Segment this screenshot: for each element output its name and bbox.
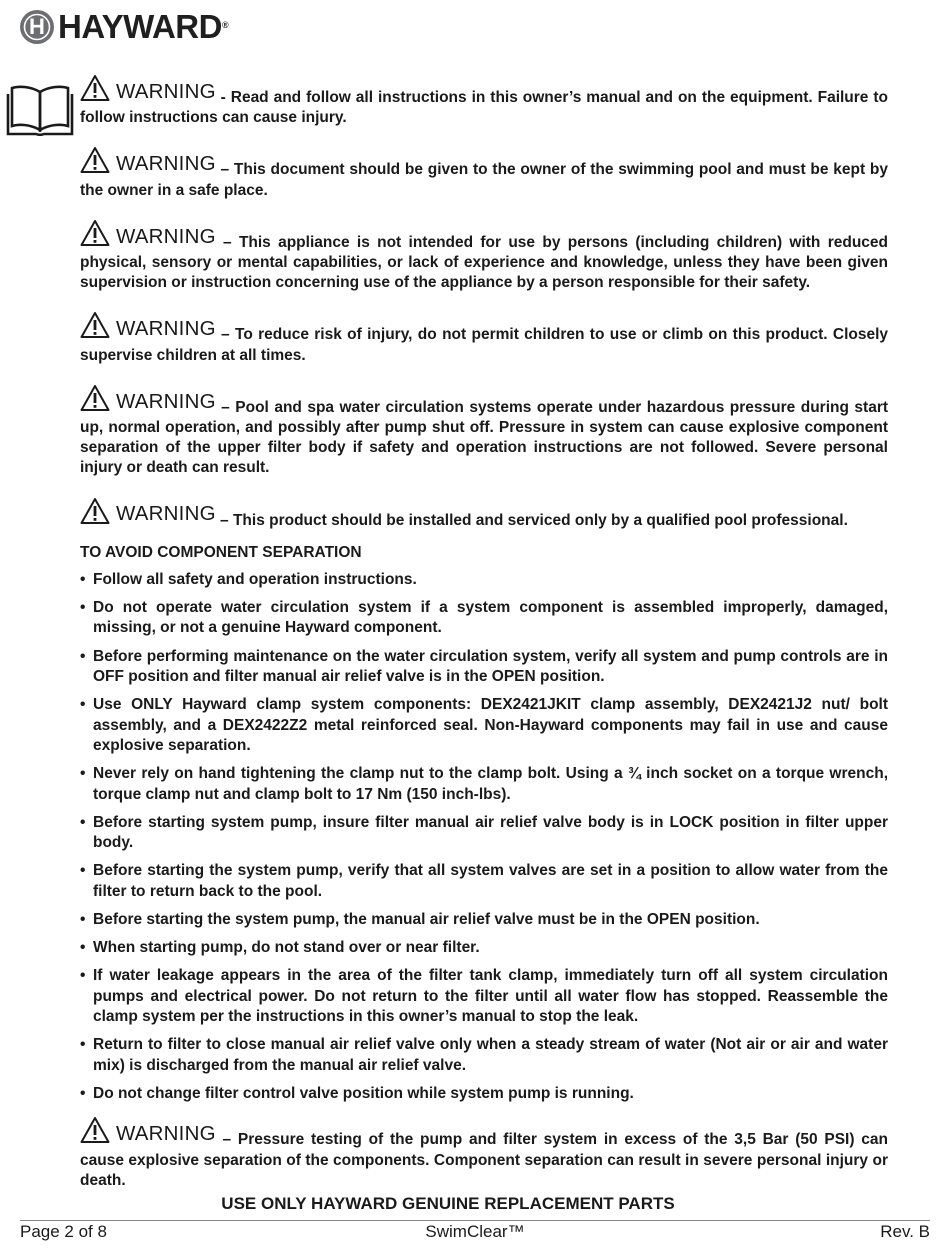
warning-paragraph xyxy=(80,1116,888,1191)
warnings-list xyxy=(80,74,888,531)
warning-text: Pressure testing of the pump and filter system in excess of the 3,5 Bar (50 PSI) can cause explosive separation of the components. Component separation can result in severe personal injury or death. xyxy=(80,1131,889,1189)
bullet-item xyxy=(80,598,888,639)
bullet-marker: • xyxy=(80,1036,86,1054)
bullet-item xyxy=(80,910,888,931)
warning-label: WARNING xyxy=(116,502,216,526)
warning-text: This document should be given to the owner of the swimming pool and must be kept by the owner in a safe place. xyxy=(80,161,889,199)
bullet-text: Before performing maintenance on the water circulation system, verify all system and pump controls are in OFF position and filter manual air relief valve is in the OPEN position. xyxy=(93,647,888,686)
bullet-item xyxy=(80,764,888,805)
warning-triangle-icon xyxy=(80,384,110,412)
warning-triangle-icon xyxy=(80,146,110,174)
warning-paragraph xyxy=(80,146,888,200)
bullet-text: Before starting the system pump, verify that all system valves are set in a position to allow water from the filter to return back to the pool. xyxy=(93,862,888,900)
bullet-marker: • xyxy=(80,1084,86,1102)
bullet-text: Before starting system pump, insure filter manual air relief valve body is in LOCK position in filter upper body. xyxy=(93,813,888,852)
hayward-logo xyxy=(20,10,228,44)
bullet-marker: • xyxy=(80,967,86,985)
bullet-marker: • xyxy=(80,813,86,831)
warning-separator: - xyxy=(215,89,231,106)
bullet-marker: • xyxy=(80,598,86,616)
bullet-text: Use ONLY Hayward clamp system components: DEX2421JKIT clamp assembly, DEX2421J2 nut/ bolt assembly, and a DEX2422Z2 metal reinforced seal. Non-Hayward components may fail in use and cause explosive separation. xyxy=(93,696,888,755)
warning-paragraph xyxy=(80,311,888,365)
warning-text: This appliance is not intended for use by persons (including children) with reduced physical, sensory or mental capabilities, or lack of experience and knowledge, unless they have been given supervision or instruction concerning use of the appliance by a person responsible for their safety. xyxy=(80,233,888,292)
bullet-marker: • xyxy=(80,647,86,665)
warning-separator: – xyxy=(215,326,235,344)
logo-mark xyxy=(20,10,54,44)
bullet-item xyxy=(80,861,888,902)
bullet-text: If water leakage appears in the area of the filter tank clamp, immediately turn off all system circulation pumps and electrical power. Do not return to the filter until all water flow has stopped. Reassemble the clamp system per the instructions in this owner’s manual to stop the leak. xyxy=(93,967,888,1026)
page-number: Page 2 of 8 xyxy=(20,1222,107,1241)
book-icon xyxy=(6,80,74,136)
bullet-text: Before starting the system pump, the manual air relief valve must be in the OPEN position. xyxy=(93,911,760,928)
bullet-item xyxy=(80,570,888,591)
bullet-item xyxy=(80,1084,888,1105)
bullet-list xyxy=(80,570,888,1105)
bullet-item xyxy=(80,647,888,688)
final-warning xyxy=(80,1116,888,1191)
warning-text: To reduce risk of injury, do not permit children to use or climb on this product. Closely supervise children at all times. xyxy=(80,326,889,364)
section-heading: TO AVOID COMPONENT SEPARATION xyxy=(80,543,362,561)
bullet-item xyxy=(80,813,888,854)
replacement-parts-notice: USE ONLY HAYWARD GENUINE REPLACEMENT PARTS xyxy=(221,1194,675,1213)
warning-text: This product should be installed and serviced only by a qualified pool professional. xyxy=(232,511,848,529)
warning-paragraph xyxy=(80,74,888,128)
warning-separator: – xyxy=(215,233,239,251)
bullet-marker: • xyxy=(80,911,86,928)
warning-label: WARNING xyxy=(116,224,216,248)
warning-text: Pool and spa water circulation systems operate under hazardous pressure during start up, normal operation, and possibly after pump shut off. Pressure in system can cause explosive component separation of the upper filter body if safety and operation instructions are not followed. Severe personal injury or death can result. xyxy=(80,398,889,477)
warning-separator: – xyxy=(215,511,233,529)
bullet-marker: • xyxy=(80,570,86,588)
warning-label: WARNING xyxy=(116,79,216,103)
revision-label: Rev. B xyxy=(880,1222,930,1241)
bullet-item xyxy=(80,938,888,959)
warning-triangle-icon xyxy=(80,497,110,525)
warning-separator: – xyxy=(215,1131,238,1149)
bullet-marker: • xyxy=(80,939,86,957)
warning-label: WARNING xyxy=(116,317,216,341)
page-footer xyxy=(20,1222,930,1242)
warning-triangle-icon xyxy=(80,74,110,102)
bullet-text: Return to filter to close manual air relief valve only when a steady stream of water (Not air or air and water mix) is discharged from the manual air relief valve. xyxy=(93,1036,888,1074)
warning-label: WARNING xyxy=(116,152,216,176)
product-name: SwimClear™ xyxy=(425,1222,525,1241)
bullet-marker: • xyxy=(80,862,86,880)
warning-paragraph xyxy=(80,219,888,294)
warning-paragraph xyxy=(80,384,888,479)
bullet-text: Do not change filter control valve position while system pump is running. xyxy=(93,1084,634,1102)
warning-label: WARNING xyxy=(116,1122,216,1146)
bullet-text: Follow all safety and operation instructions. xyxy=(93,570,417,588)
logo-mark-letter: H xyxy=(29,14,45,39)
warning-triangle-icon xyxy=(80,219,110,247)
bullet-marker: • xyxy=(80,765,86,783)
bullet-marker: • xyxy=(80,696,86,714)
bullet-text: When starting pump, do not stand over or near filter. xyxy=(93,939,480,957)
logo-wordmark: HAYWARD® xyxy=(58,8,229,45)
warning-separator: – xyxy=(215,398,236,416)
bullet-item xyxy=(80,966,888,1028)
manual-content xyxy=(80,74,888,1209)
warning-paragraph xyxy=(80,497,888,531)
warning-separator: – xyxy=(215,161,234,179)
warning-triangle-icon xyxy=(80,1116,110,1144)
bullet-text: Never rely on hand tightening the clamp nut to the clamp bolt. Using a ¾ inch socket on a torque wrench, torque clamp nut and clamp bolt to 17 Nm (150 inch-lbs). xyxy=(93,765,888,803)
warning-label: WARNING xyxy=(116,389,216,413)
warning-text: Read and follow all instructions in this owner’s manual and on the equipment. Failure to follow instructions can cause injury. xyxy=(80,89,888,127)
bullet-item xyxy=(80,695,888,757)
warning-triangle-icon xyxy=(80,311,110,339)
bullet-item xyxy=(80,1035,888,1076)
bullet-text: Do not operate water circulation system if a system component is assembled improperly, damaged, missing, or not a genuine Hayward component. xyxy=(93,598,888,637)
footer-divider xyxy=(20,1220,930,1221)
